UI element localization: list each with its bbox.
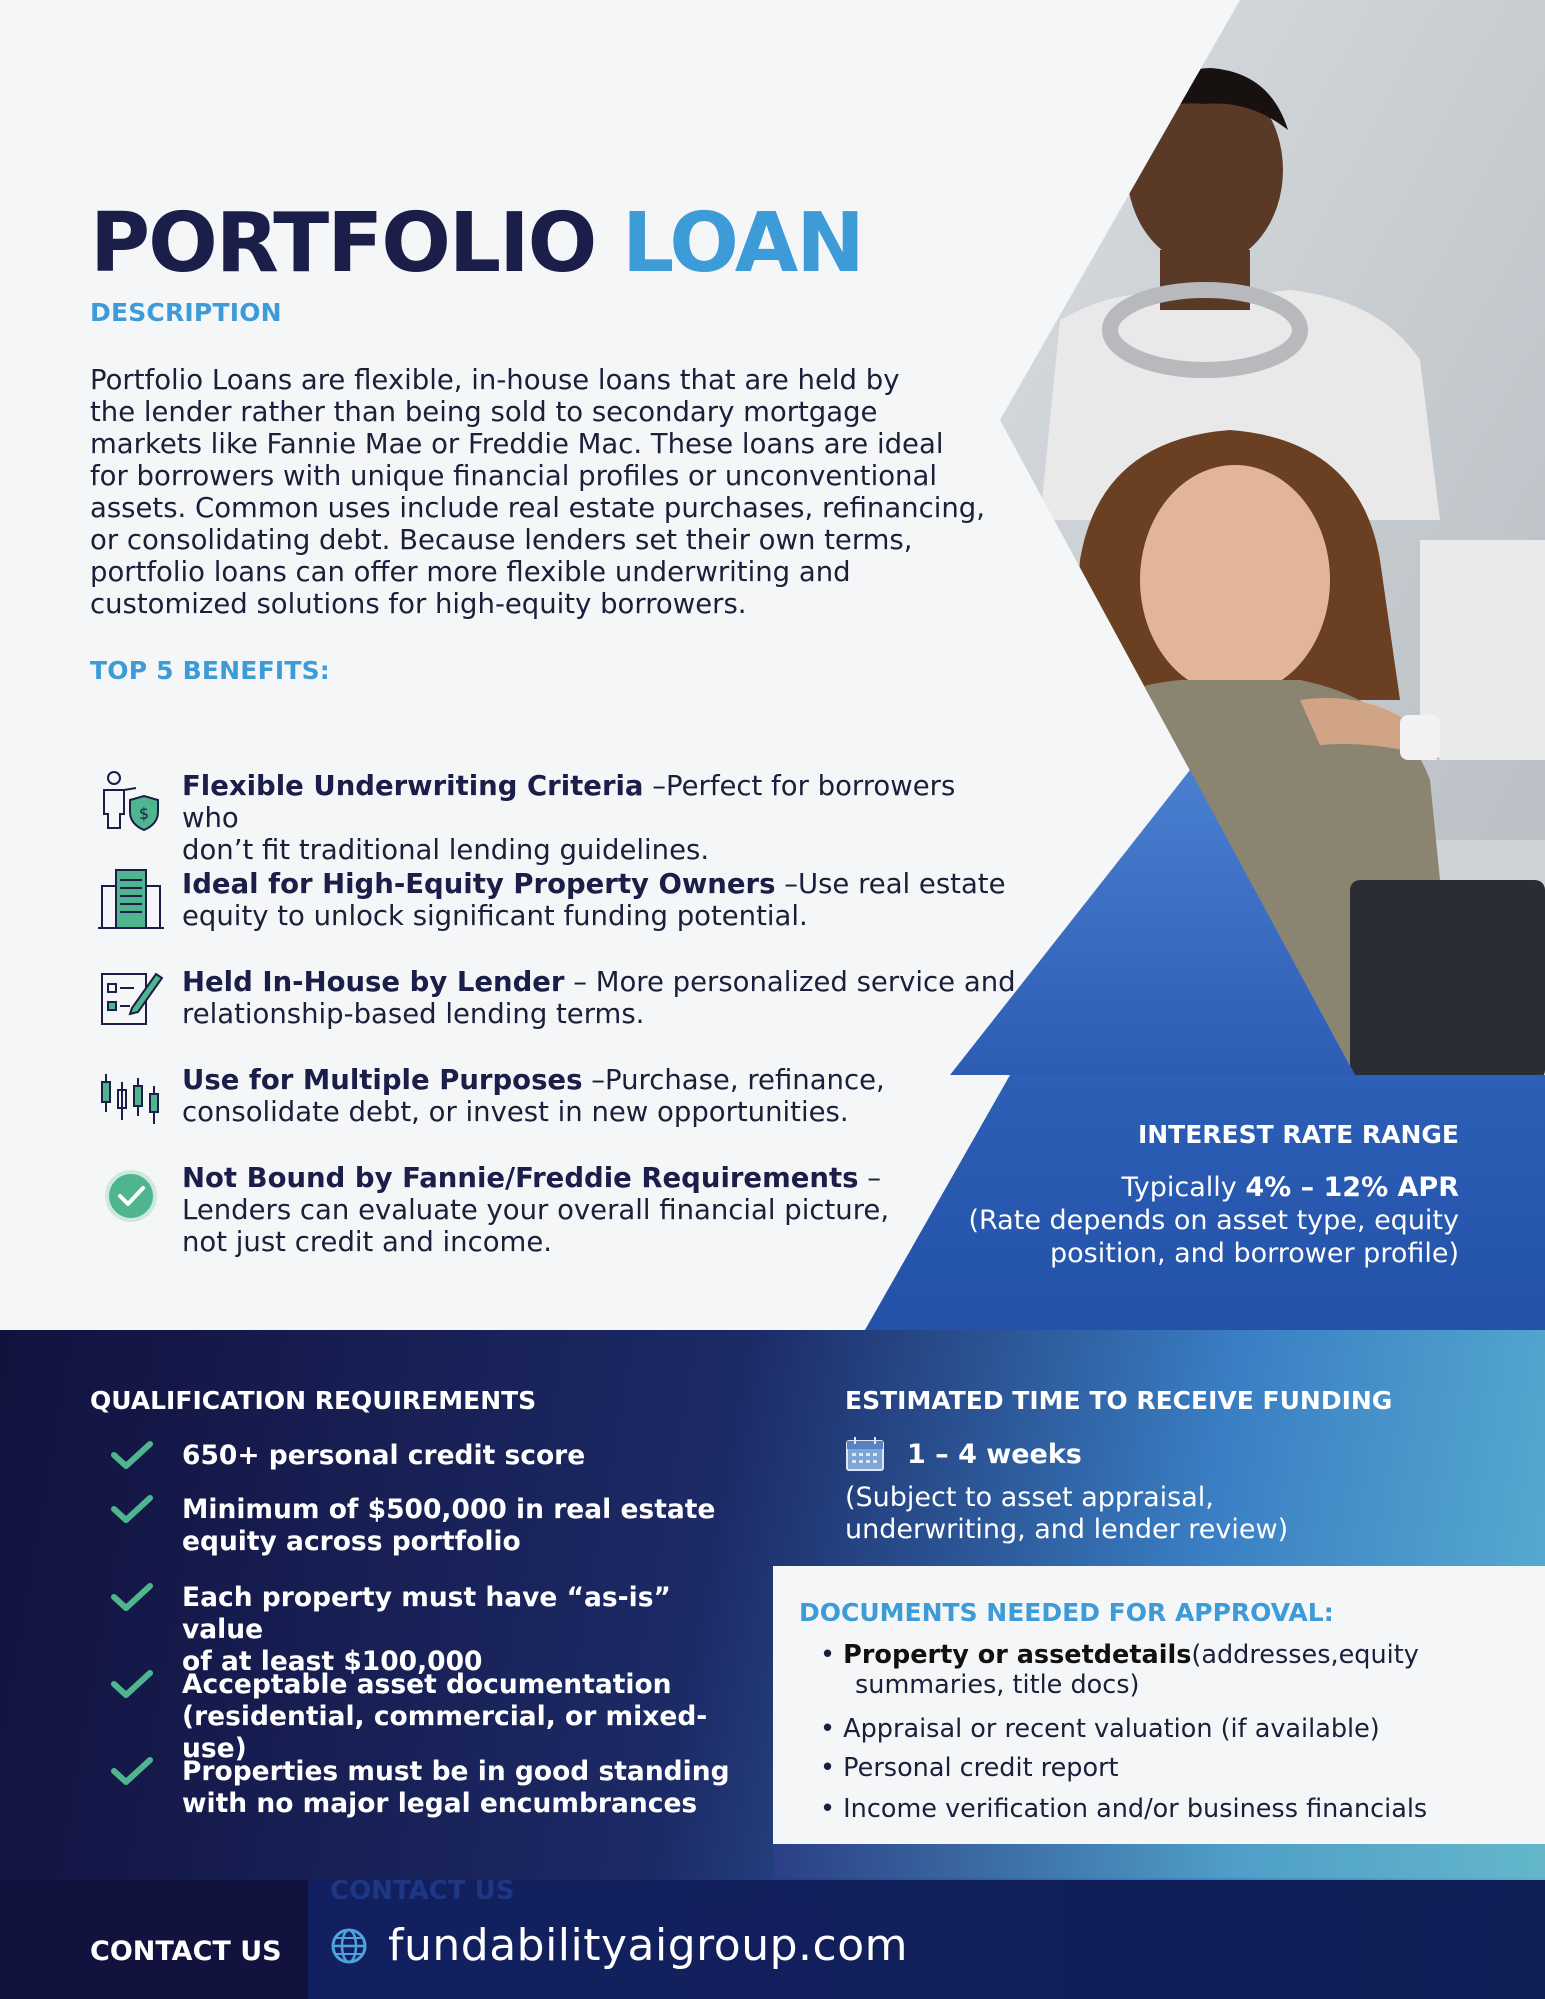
verified-badge-icon (96, 1158, 166, 1228)
qualification-text: with no major legal encumbrances (182, 1788, 698, 1819)
checkmark-icon (110, 1582, 154, 1612)
benefit-title: Not Bound by Fannie/Freddie Requirements (182, 1162, 859, 1194)
benefits-label: TOP 5 BENEFITS: (90, 656, 330, 685)
interest-rate-box (919, 1120, 1459, 1270)
description-line: markets like Fannie Mae or Freddie Mac. These loans are ideal (90, 428, 944, 460)
qualification-title: QUALIFICATION REQUIREMENTS (90, 1386, 537, 1415)
qualification-text: equity across portfolio (182, 1526, 521, 1557)
benefit-text: Purchase, refinance, (604, 1064, 885, 1096)
funding-weeks-text: 1 – 4 weeks (907, 1438, 1082, 1470)
person-shield-dollar-icon (96, 766, 166, 836)
description-line: portfolio loans can offer more flexible underwriting and (90, 556, 851, 588)
interest-rate-title: INTEREST RATE RANGE (1137, 1120, 1459, 1149)
qualification-text: Each property must have “as-is” value (182, 1582, 671, 1645)
checkmark-icon (110, 1756, 154, 1786)
qualification-item (110, 1756, 760, 1820)
description-label: DESCRIPTION (90, 298, 282, 327)
checklist-pencil-icon (96, 962, 166, 1032)
checkmark-icon (110, 1669, 154, 1699)
qualification-text: Minimum of $500,000 in real estate (182, 1494, 716, 1525)
benefit-text: equity to unlock significant funding potential. (182, 900, 808, 932)
benefit-sep: – (775, 868, 798, 900)
document-bold: Property or assetdetails (843, 1640, 1192, 1670)
calendar-icon (845, 1436, 885, 1472)
funding-note-line: (Subject to asset appraisal, (845, 1482, 1214, 1513)
building-icon (96, 864, 166, 934)
funding-note-line: underwriting, and lender review) (845, 1514, 1289, 1545)
benefit-sep: – (858, 1162, 881, 1194)
benefit-text: More personalized service and (595, 966, 1016, 998)
qualification-text: Properties must be in good standing (182, 1756, 730, 1787)
benefit-text: consolidate debt, or invest in new opportunities. (182, 1096, 849, 1128)
website-text: fundabilityaigroup.com (388, 1920, 908, 1971)
decor-strip (773, 1844, 1545, 1878)
benefit-text: relationship-based lending terms. (182, 998, 645, 1030)
benefit-item (96, 868, 1016, 934)
benefit-text: Perfect for borrowers who (182, 770, 956, 834)
benefit-text: not just credit and income. (182, 1226, 553, 1258)
document-text: Income verification and/or business financials (843, 1794, 1428, 1824)
benefit-text: Lenders can evaluate your overall financial picture, (182, 1194, 890, 1226)
qualification-text: 650+ personal credit score (182, 1440, 586, 1471)
document-item-cont: summaries, title docs) (855, 1670, 1140, 1700)
benefit-item (96, 966, 1016, 1032)
document-text: Appraisal or recent valuation (if available) (843, 1714, 1380, 1744)
qualification-item (110, 1440, 760, 1472)
document-item: • Appraisal or recent valuation (if available) (820, 1714, 1380, 1744)
title-accent: LOAN (621, 196, 863, 291)
benefit-item (96, 1064, 1016, 1130)
page-title (90, 196, 863, 291)
benefit-title: Held In-House by Lender (182, 966, 565, 998)
funding-title: ESTIMATED TIME TO RECEIVE FUNDING (845, 1386, 1393, 1415)
description-line: customized solutions for high-equity borrowers. (90, 588, 747, 620)
title-main: PORTFOLIO (90, 196, 596, 291)
candlestick-chart-icon (96, 1060, 166, 1130)
document-text: Personal credit report (843, 1753, 1119, 1783)
globe-icon (330, 1927, 368, 1965)
description-line: for borrowers with unique financial profiles or unconventional (90, 460, 937, 492)
funding-note (845, 1482, 1405, 1546)
interest-rate-value (919, 1171, 1459, 1204)
contact-label: CONTACT US (90, 1936, 282, 1967)
description-line: assets. Common uses include real estate purchases, refinancing, (90, 492, 985, 524)
document-item: • Property or assetdetails(addresses,equity (820, 1640, 1419, 1670)
contact-ghost-label: CONTACT US (330, 1876, 515, 1906)
description-line: the lender rather than being sold to secondary mortgage (90, 396, 878, 428)
svg-text:$: $ (138, 804, 150, 823)
benefit-title: Use for Multiple Purposes (182, 1064, 583, 1096)
interest-rate-note: position, and borrower profile) (1050, 1238, 1459, 1269)
website-link[interactable] (330, 1920, 908, 1971)
description-line: Portfolio Loans are flexible, in-house loans that are held by (90, 364, 900, 396)
benefit-text: don’t fit traditional lending guidelines. (182, 834, 710, 866)
qualification-text: (residential, commercial, or mixed-use) (182, 1701, 708, 1764)
qualification-text: of at least $100,000 (182, 1646, 483, 1677)
document-item: • Income verification and/or business financials (820, 1794, 1428, 1824)
qualification-text: Acceptable asset documentation (182, 1669, 672, 1700)
benefit-sep: – (564, 966, 596, 998)
benefit-title: Ideal for High-Equity Property Owners (182, 868, 776, 900)
benefit-sep: – (643, 770, 666, 802)
document-item: • Personal credit report (820, 1753, 1119, 1783)
benefit-item (96, 1162, 1016, 1258)
benefit-title: Flexible Underwriting Criteria (182, 770, 644, 802)
documents-title: DOCUMENTS NEEDED FOR APPROVAL: (799, 1598, 1334, 1627)
qualification-item (110, 1582, 760, 1678)
interest-rate-prefix: Typically (1121, 1172, 1246, 1203)
funding-weeks (845, 1436, 1082, 1472)
checkmark-icon (110, 1494, 154, 1524)
benefit-sep: – (582, 1064, 605, 1096)
qualification-item (110, 1669, 760, 1765)
document-text: (addresses,equity (1191, 1640, 1419, 1670)
description-text (90, 364, 1010, 620)
benefit-item (96, 770, 1016, 866)
interest-rate-note: (Rate depends on asset type, equity (968, 1205, 1459, 1236)
interest-rate-range: 4% – 12% APR (1245, 1172, 1459, 1203)
description-line: or consolidating debt. Because lenders set their own terms, (90, 524, 913, 556)
benefit-text: Use real estate (797, 868, 1006, 900)
checkmark-icon (110, 1440, 154, 1470)
qualification-item (110, 1494, 760, 1558)
